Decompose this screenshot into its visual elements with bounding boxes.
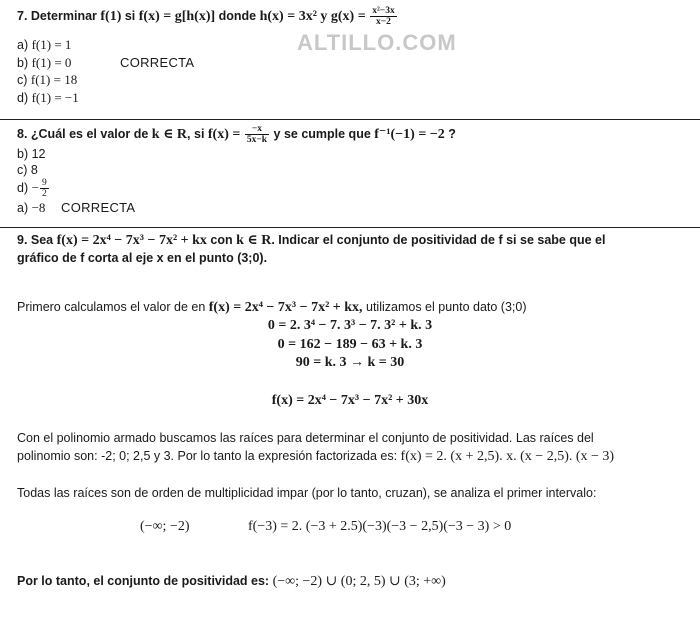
q8-option-a bbox=[17, 200, 45, 216]
q8-prefix: 8. ¿Cuál es el valor de bbox=[17, 126, 152, 141]
q9-con: con bbox=[206, 233, 237, 247]
q7-g-fraction bbox=[370, 6, 397, 27]
q8-d-fraction bbox=[40, 178, 49, 199]
frac-num: 9 bbox=[41, 178, 47, 188]
q7-option-d bbox=[17, 90, 79, 106]
interval-first: (−∞; −2) bbox=[140, 519, 190, 534]
q8-f-fraction bbox=[245, 124, 269, 145]
q7-h: h(x) = 3x² y g(x) = bbox=[259, 8, 366, 24]
q9-k: k ∈ R bbox=[236, 233, 272, 248]
question-8-title bbox=[17, 124, 456, 145]
q8-option-d bbox=[17, 178, 50, 199]
q7-g-num: x²−3x bbox=[372, 6, 395, 16]
q7-option-b bbox=[17, 55, 71, 71]
option-value: 12 bbox=[31, 147, 46, 161]
q8-rest: y se cumple que bbox=[270, 126, 375, 141]
option-label: c) bbox=[17, 73, 31, 87]
q8-option-b bbox=[17, 147, 46, 161]
option-label: c) bbox=[17, 163, 31, 177]
option-label: d) bbox=[17, 180, 32, 195]
option-label: a) bbox=[17, 38, 32, 52]
paragraph-roots-line2 bbox=[17, 447, 687, 466]
question-9-title-line1 bbox=[17, 232, 605, 249]
positivity-set: (−∞; −2) ∪ (0; 2, 5) ∪ (3; +∞) bbox=[272, 574, 446, 589]
option-value: 8 bbox=[30, 163, 38, 177]
q8-cond: f⁻¹(−1) = −2 bbox=[374, 126, 445, 142]
q7-si: si bbox=[121, 8, 139, 23]
equation-2: 0 = 162 − 189 − 63 + k. 3 bbox=[277, 337, 423, 352]
frac-den: 2 bbox=[41, 189, 47, 199]
option-value: − bbox=[31, 179, 39, 195]
option-label: d) bbox=[17, 91, 32, 105]
option-label: a) bbox=[17, 201, 32, 215]
q8-k: k ∈ R bbox=[151, 126, 188, 142]
q8-correct-mark: CORRECTA bbox=[61, 200, 136, 215]
q9-rest: . Indicar el conjunto de positividad de f si se sabe que el bbox=[271, 233, 606, 247]
q9-intro bbox=[17, 300, 527, 316]
option-value: f(1) = 0 bbox=[31, 55, 72, 70]
q7-f1: f(1) bbox=[100, 8, 122, 24]
q7-def: f(x) = g[h(x)] bbox=[138, 8, 216, 24]
paragraph-roots-text: polinomio son: -2; 0; 2,5 y 3. Por lo tanto la expresión factorizada es: bbox=[17, 449, 401, 463]
question-7-title bbox=[17, 6, 398, 27]
option-label: b) bbox=[17, 147, 32, 161]
q7-g-den: x−2 bbox=[375, 17, 391, 27]
conclusion-text: Por lo tanto, el conjunto de positividad es: bbox=[17, 574, 273, 588]
option-value: −8 bbox=[31, 200, 46, 215]
option-value: f(1) = −1 bbox=[31, 90, 79, 105]
divider bbox=[0, 119, 700, 120]
q7-option-c bbox=[17, 72, 77, 88]
q8-si: , si bbox=[187, 126, 208, 141]
q8-option-c bbox=[17, 163, 38, 177]
divider bbox=[0, 227, 700, 228]
option-value: f(1) = 1 bbox=[31, 37, 72, 52]
paragraph-roots-line1: Con el polinomio armado buscamos las raíces para determinar el conjunto de positividad. Las raíces del bbox=[17, 431, 594, 445]
q7-prefix: 7. Determinar bbox=[17, 8, 101, 23]
interval-evaluation: f(−3) = 2. (−3 + 2.5)(−3)(−3 − 2,5)(−3 − 3) > 0 bbox=[248, 519, 512, 534]
question-9-title-line2: gráfico de f corta al eje x en el punto (3;0). bbox=[17, 251, 268, 265]
option-label: b) bbox=[17, 56, 32, 70]
conclusion bbox=[17, 573, 446, 590]
q8-f-num: −x bbox=[245, 124, 269, 135]
intro-text-end: utilizamos el punto dato (3;0) bbox=[362, 300, 527, 314]
watermark-logo: ALTILLO.COM bbox=[297, 30, 457, 55]
intro-function: f(x) = 2x⁴ − 7x³ − 7x² + kx, bbox=[208, 300, 363, 315]
factorized-expression: f(x) = 2. (x + 2,5). x. (x − 2,5). (x − 3) bbox=[400, 449, 615, 464]
equation-1: 0 = 2. 3⁴ − 7. 3³ − 7. 3² + k. 3 bbox=[267, 318, 433, 333]
q8-f-den: 5x−k bbox=[246, 135, 268, 145]
q7-donde: donde bbox=[215, 8, 260, 23]
paragraph-roots bbox=[17, 429, 687, 466]
q7-correct-mark: CORRECTA bbox=[120, 55, 195, 70]
equation-3: 90 = k. 3 → k = 30 bbox=[295, 355, 405, 370]
equation-4: f(x) = 2x⁴ − 7x³ − 7x² + 30x bbox=[271, 393, 429, 408]
q7-option-a bbox=[17, 37, 71, 53]
intro-text: Primero calculamos el valor de en bbox=[17, 300, 209, 314]
paragraph-multiplicity: Todas las raíces son de orden de multiplicidad impar (por lo tanto, cruzan), se analiza el primer intervalo: bbox=[17, 486, 597, 500]
q8-end: ? bbox=[444, 126, 456, 141]
q9-sea: 9. Sea bbox=[17, 233, 57, 247]
option-value: f(1) = 18 bbox=[30, 72, 78, 87]
q9-f: f(x) = 2x⁴ − 7x³ − 7x² + kx bbox=[56, 233, 207, 248]
q8-f: f(x) = bbox=[207, 126, 241, 142]
